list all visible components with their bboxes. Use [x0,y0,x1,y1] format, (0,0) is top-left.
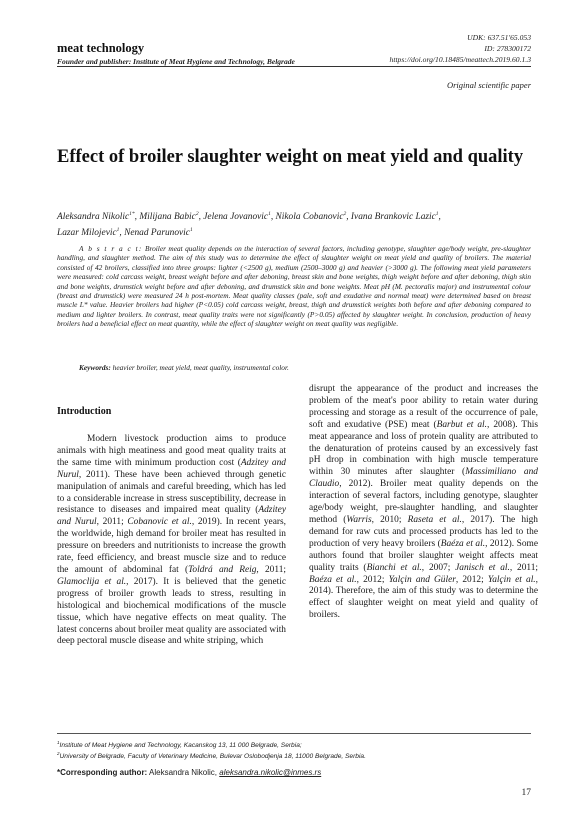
udk-code: UDK: 637.51'65.053 [467,33,531,42]
body-text: , 2014). Therefore, the aim of this study was to determine the effect of slaughter weight on meat yield and quality of broilers. [309,574,538,621]
citation: Baéza et al. [440,538,486,549]
affiliation-mark: 1 [189,227,193,234]
author-name: Ivana Brankovic Lazic [350,212,436,223]
body-text: , 2012; [455,574,488,585]
affiliation-text: University of Belgrade, Faculty of Veterinary Medicine, Bulevar Oslobodjenja 18, 11000 Belgrade, Serbia. [59,753,366,761]
body-text: , 2012). Some authors found that broiler slaughter weight affects meat quality traits ( [309,538,538,573]
citation: Adzitey and Nurul [57,457,286,480]
body-text: , 2019). In recent years, the worldwide, high demand for broiler meat has resulted in pressure on breeders and nutritionists to increase the growth rate, feed efficiency, and breast muscle size and to reduce the amount of abdominal fat ( [57,517,286,575]
body-text: , 2017). The high demand for raw cuts and processed products has led to the production of very heavy broilers ( [309,514,538,549]
abstract [57,244,531,329]
citation: Yalçin et al. [487,574,536,585]
affiliation-text: Institute of Meat Hygiene and Technology, Kacanskog 13, 11 000 Belgrade, Serbia; [59,742,302,750]
body-text: , 2008). This meat appearance and loss of protein quality are attributed to the denaturation of proteins caused by an excessively fast pH drop in combination with high muscle temperature within 30 minutes after slaughter ( [309,419,539,478]
affiliation-mark: 1 [435,211,439,217]
body-text: , 2007; [421,562,456,573]
author-name: Nikola Cobanovic [275,212,344,223]
article-title: Effect of broiler slaughter weight on meat yield and quality [57,147,524,167]
paper-type: Original scientific paper [446,80,531,90]
affiliation-1 [57,740,531,749]
journal-name: meat technology [57,41,145,55]
corresponding-label: *Corresponding author: [57,768,148,777]
body-text: Modern livestock production aims to produce animals with high meatiness and good meat quality traits at the same time with minimum production cost ( [57,434,286,468]
corresponding-author [57,768,321,777]
footnote-rule [57,733,531,734]
author-name: Milijana Babic [139,212,196,223]
citation: Warris [346,514,372,525]
body-text: , 2012). Broiler meat quality depends on the interaction of several factors, including genotype, slaughter age/body weight, pre-slaughter handling, and slaughter method ( [309,479,538,525]
header-rule [57,66,531,67]
id-code: ID: 278300172 [484,44,531,53]
body-text: , 2017). It is believed that the genetic progress of broiler growth leads to stress, resulting in histological and biochemical modifications of the muscle tissue, which have negative effects on meat quality. The latest concerns about broiler meat quality are associated with deep pectoral muscle disease and white striping, which [57,576,286,647]
keywords [79,363,529,372]
affiliation-mark: 2 [57,751,60,756]
citation: Massimiliano and Claudio [309,467,538,490]
affiliation-2 [57,751,531,760]
author-name: Lazar Milojevic [57,228,117,239]
body-text: , 2010; [371,514,408,525]
citation: Glamoclija et al. [57,576,127,587]
citation: Toldrá and Reig [188,564,257,575]
corresponding-name: Aleksandra Nikolic, [149,768,218,777]
body-column-left [57,434,286,648]
citation: Bianchi et al. [366,562,422,573]
citation: Cobanovic et al. [127,517,192,528]
keywords-text: heavier broiler, meat yield, meat quality, instrumental color. [112,363,289,372]
affiliation-mark: 1* [129,211,135,217]
body-column-right [309,384,538,622]
abstract-label: A b s t r a c t: [79,244,143,253]
section-heading-introduction: Introduction [57,406,112,417]
doi-link[interactable]: https://doi.org/10.18485/meattech.2019.60.1.3 [389,55,531,64]
citation: Barbut et al. [436,419,488,430]
body-text: disrupt the appearance of the product and increases the problem of the meat's poor ability to retain water during processing and storage as a result of the occurrence of pale, soft and exudative (PSE) meat ( [309,384,538,430]
author-list: Aleksandra Nikolic$^{1*}$, Milijana Babic$^2$, Jelena Jovanovic$^1$, Nikola Cobanovic$^2$, Ivana Brankovic Lazic$^1$, Lazar Milojevic$^1$, Nenad Parunovic$^1$ [57,211,441,239]
author-name: Aleksandra Nikolic [57,212,130,223]
abstract-text: Broiler meat quality depends on the interaction of several factors, including genotype, slaughter age/body weight, pre-slaughter handling, and slaughter method. The aim of this study was to determine the effect of slaughter weight on meat yield and quality of broilers. The material consisted of 42 broilers, classified into three groups: lighter (<2500 g), medium (2500–3000 g) and heavier (>3000 g). The following meat yield parameters were measured: cold carcass weight, breast weight before and after deboning, breast skin and bone weights, thigh weight before and after deboning, thigh skin and bone weights, drumstick weight before and after deboning, and drumstick skin and bone weights. Meat pH (M. pectoralis major) and instrumental colour (breast and drumstick) were measured 24 h post-mortem. Meat quality classes (pale, soft and exudative and normal meat) were determined based on breast muscle L* value. Heavier broilers had higher (P<0.05) cold carcass weight, breast, thigh and drumstick weights both before and after deboning compared to medium and lighter broilers. In contrast, meat quality traits were not significantly (P>0.05) affected by slaughter weight. In conclusion, production of heavy broilers had a beneficial effect on meat quantity, while the effect of slaughter weight on meat quality was negligible. [57,244,532,329]
citation: Baéza et al. [309,574,357,585]
page-number: 17 [521,788,531,798]
corresponding-email-link[interactable]: aleksandra.nikolic@inmes.rs [219,768,322,777]
keywords-label: Keywords: [79,363,111,372]
body-text: , 2011; [256,564,286,575]
body-text: , 2012; [356,574,389,585]
citation: Adzitey and Nurul [57,505,286,528]
paragraph [57,434,286,648]
author-name: Nenad Parunovic [124,228,190,239]
affiliation-mark: 1 [116,227,120,234]
body-text: , 2011; [96,517,128,528]
body-text: , 2011). These have been achieved through genetic manipulation of animals and careful breeding, which has led to a considerable increase in stress susceptibility, decrease in resistance to diseases and impaired meat quality ( [57,469,286,516]
affiliation-mark: 1 [268,211,271,217]
body-text: , 2011; [509,562,539,573]
paragraph [309,384,538,622]
affiliation-mark: 2 [343,211,347,217]
article-identifiers [390,32,531,65]
affiliation-mark: 1 [57,740,60,745]
publisher-line: Founder and publisher: Institute of Meat Hygiene and Technology, Belgrade [57,57,295,66]
citation: Raseta et al. [407,514,462,525]
affiliation-mark: 2 [195,211,199,217]
citation: Yalçin and Güler [388,574,456,585]
citation: Janisch et al. [455,562,510,573]
author-name: Jelena Jovanovic [203,212,269,223]
